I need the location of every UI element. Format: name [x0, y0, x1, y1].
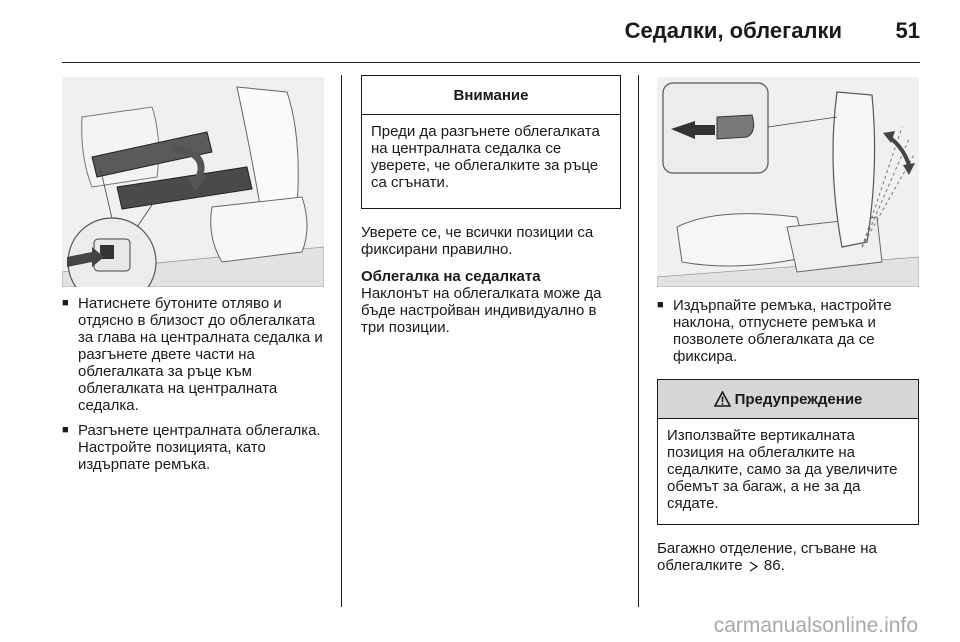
page-number: 51: [895, 18, 920, 43]
armrest-fold-drawing: [62, 77, 324, 287]
left-instructions: [62, 295, 330, 481]
reference-page[interactable]: 86.: [763, 557, 785, 574]
notice-body: Преди да разгънете облегалката на централната седалка се уверете, че облегалките за ръце са сгънати.: [371, 123, 600, 191]
section-text: Наклонът на облегалката може да бъде настройван индивидуално в три позиции.: [361, 285, 602, 336]
armrest-fold-illustration: [62, 77, 324, 287]
list-item-text: Издърпайте ремъка, настройте наклона, отпуснете ремъка и позволете облегалката да се фиксира.: [673, 297, 892, 365]
list-item: [657, 297, 923, 365]
list-item-text: Разгънете централната облегалка. Настройте позицията, като издърпате ремъка.: [78, 422, 321, 473]
bullet-icon: ■: [657, 299, 664, 311]
page-ref-arrow-icon: [749, 561, 758, 572]
warning-title: Предупреждение: [734, 390, 863, 408]
list-item: [62, 422, 330, 473]
column-divider-2: [638, 75, 639, 607]
fixed-positions-paragraph: Уверете се, че всички позиции са фиксирани правилно.: [361, 224, 594, 258]
reference-text: Багажно отделение, сгъване на облегалките: [657, 540, 877, 574]
warning-header: [658, 380, 918, 419]
warning-box: [657, 379, 919, 525]
seat-recline-illustration: [657, 77, 919, 287]
list-item-text: Натиснете бутоните отляво и отдясно в близост до облегалката за глава на централната седалка и разгънете двете части на облегалката за ръце към облегалката на централната седалка.: [78, 295, 323, 414]
section-heading: Облегалка на седалката: [361, 268, 541, 285]
notice-title: Внимание: [362, 76, 620, 115]
bullet-icon: ■: [62, 297, 69, 309]
bullet-icon: ■: [62, 424, 69, 436]
header-divider: [62, 62, 920, 63]
luggage-reference-paragraph: [657, 540, 919, 574]
right-instructions: [657, 297, 923, 373]
seat-recline-drawing: [657, 77, 919, 287]
watermark: carmanualsonline.info: [713, 614, 918, 637]
warning-triangle-icon: [714, 391, 731, 407]
column-divider-1: [341, 75, 342, 607]
list-item: [62, 295, 330, 414]
warning-body: Използвайте вертикалната позиция на облегалките на седалките, само за да увеличите обемът за багаж, а не за да сядате.: [667, 427, 898, 512]
notice-box: [361, 75, 621, 209]
seat-back-section: [361, 268, 623, 336]
page-title: Седалки, облегалки: [624, 18, 842, 43]
